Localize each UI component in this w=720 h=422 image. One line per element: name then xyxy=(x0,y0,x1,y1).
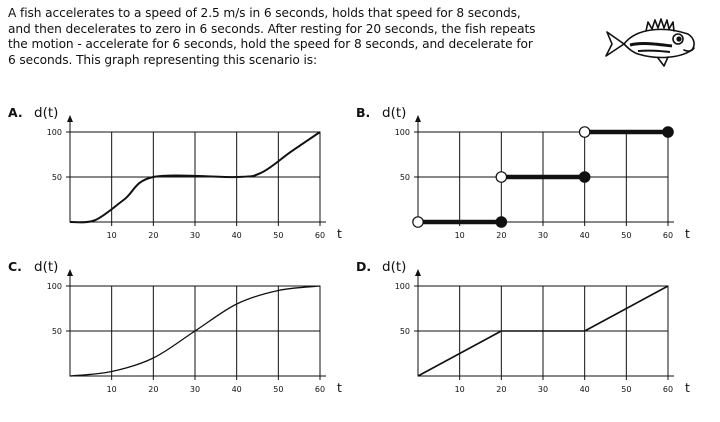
x-tick-label: 20 xyxy=(148,231,159,240)
x-tick-label: 20 xyxy=(496,385,507,394)
y-tick-label: 100 xyxy=(394,282,410,291)
x-axis-label: t xyxy=(685,226,690,241)
x-axis-label: t xyxy=(337,226,342,241)
x-tick-label: 60 xyxy=(314,231,326,240)
x-tick-label: 20 xyxy=(148,385,159,394)
option-label: C. xyxy=(8,259,22,274)
closed-endpoint xyxy=(579,172,589,182)
open-endpoint xyxy=(496,172,506,182)
y-axis-label: d(t) xyxy=(382,105,407,121)
x-tick-label: 50 xyxy=(621,385,632,394)
y-axis-arrow xyxy=(67,269,73,276)
x-tick-label: 20 xyxy=(496,231,507,240)
x-tick-label: 50 xyxy=(273,231,284,240)
x-tick-label: 10 xyxy=(106,385,117,394)
x-tick-label: 40 xyxy=(231,385,242,394)
x-tick-label: 10 xyxy=(454,231,465,240)
question-line: A fish accelerates to a speed of 2.5 m/s in 6 seconds, holds that speed for 8 seconds, xyxy=(8,6,521,20)
y-tick-label: 50 xyxy=(399,173,410,182)
option-label: B. xyxy=(356,105,371,120)
open-endpoint xyxy=(579,127,589,137)
closed-endpoint xyxy=(663,127,673,137)
y-tick-label: 100 xyxy=(394,128,410,137)
x-axis-label: t xyxy=(337,380,342,395)
y-axis-arrow xyxy=(415,115,421,122)
x-tick-label: 60 xyxy=(662,385,674,394)
y-axis-label: d(t) xyxy=(382,259,407,275)
x-tick-label: 10 xyxy=(106,231,117,240)
x-tick-label: 40 xyxy=(579,385,590,394)
option-label: D. xyxy=(356,259,372,274)
y-tick-label: 50 xyxy=(51,327,62,336)
x-tick-label: 30 xyxy=(537,231,549,240)
x-tick-label: 40 xyxy=(231,231,242,240)
chart-option-b xyxy=(356,105,690,241)
x-tick-label: 30 xyxy=(537,385,549,394)
x-axis-label: t xyxy=(685,380,690,395)
x-tick-label: 50 xyxy=(273,385,284,394)
y-tick-label: 100 xyxy=(46,282,62,291)
y-tick-label: 50 xyxy=(399,327,410,336)
question-line: and then decelerates to zero in 6 seconds. After resting for 20 seconds, the fish repeats xyxy=(8,21,536,36)
y-axis-label: d(t) xyxy=(34,259,59,275)
option-label: A. xyxy=(8,105,23,120)
y-axis-arrow xyxy=(415,269,421,276)
x-tick-label: 30 xyxy=(189,231,201,240)
y-axis-arrow xyxy=(67,115,73,122)
y-axis-label: d(t) xyxy=(34,105,59,121)
x-tick-label: 30 xyxy=(189,385,201,394)
open-endpoint xyxy=(413,217,423,227)
closed-endpoint xyxy=(496,217,506,227)
chart-option-c xyxy=(8,259,342,395)
question-line: the motion - accelerate for 6 seconds, hold the speed for 8 seconds, and decelerate for xyxy=(8,37,533,51)
x-tick-label: 60 xyxy=(314,385,326,394)
y-tick-label: 100 xyxy=(46,128,62,137)
x-tick-label: 50 xyxy=(621,231,632,240)
x-tick-label: 40 xyxy=(579,231,590,240)
question-line: 6 seconds. This graph representing this scenario is: xyxy=(8,52,318,67)
y-tick-label: 50 xyxy=(51,173,62,182)
chart-option-d xyxy=(356,259,690,395)
chart-option-a xyxy=(8,105,342,241)
x-tick-label: 60 xyxy=(662,231,674,240)
x-tick-label: 10 xyxy=(454,385,465,394)
